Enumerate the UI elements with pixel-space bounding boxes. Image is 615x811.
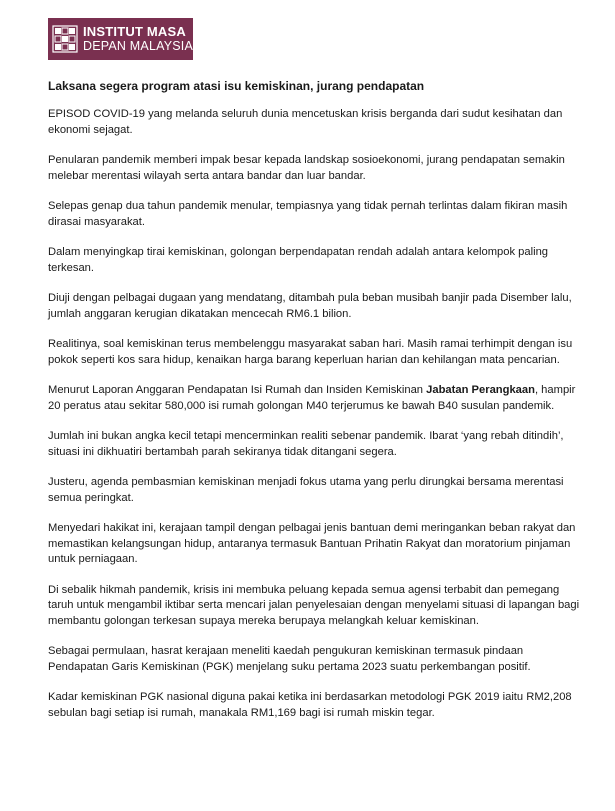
paragraph-1: EPISOD COVID-19 yang melanda seluruh dunia mencetuskan krisis berganda dari sudut kesihatan dan ekonomi sejagat. xyxy=(48,108,563,136)
paragraph-12: Sebagai permulaan, hasrat kerajaan meneliti kaedah pengukuran kemiskinan termasuk pindaan Pendapatan Garis Kemiskinan (PGK) menjelang suku pertama 2023 suatu perkembangan positif. xyxy=(48,645,531,673)
paragraph-11: Di sebalik hikmah pandemik, krisis ini membuka peluang kepada semua agensi terbabit dan pemegang taruh untuk mengambil iktibar serta mencari jalan penyelesaian dengan menyelami situasi di lapangan bagi membantu golongan terkesan supaya mereka berupaya melangkah keluar kemiskinan. xyxy=(48,583,580,627)
paragraph-7-text-a: Menurut Laporan Anggaran Pendapatan Isi Rumah dan Insiden Kemiskinan xyxy=(48,384,427,396)
paragraph-7-text-b: , hampir 20 peratus atau sekitar 580,000 isi rumah golongan M40 terjerumus ke bawah B40 susulan pandemik. xyxy=(48,384,576,412)
institute-logo xyxy=(48,18,193,60)
paragraph-13: Kadar kemiskinan PGK nasional diguna pakai ketika ini berdasarkan metodologi PGK 2019 iaitu RM2,208 sebulan bagi setiap isi rumah, manakala RM1,169 bagi isi rumah miskin tegar. xyxy=(48,691,572,719)
article-body xyxy=(48,107,580,736)
paragraph-6: Realitinya, soal kemiskinan terus membelenggu masyarakat saban hari. Masih ramai terhimpit dengan isu pokok seperti kos sara hidup, kenaikan harga barang keperluan harian dan kehilangan mata pencarian. xyxy=(48,338,573,366)
logo-emblem-icon xyxy=(52,25,78,53)
paragraph-8: Jumlah ini bukan angka kecil tetapi mencerminkan realiti sebenar pandemik. Ibarat ‘yang rebah ditindih’, situasi ini dikhuatiri bertambah parah sekiranya tidak ditangani segera. xyxy=(48,430,564,458)
paragraph-10: Menyedari hakikat ini, kerajaan tampil dengan pelbagai jenis bantuan demi meringankan beban rakyat dan memastikan kelangsungan hidup, antaranya termasuk Bantuan Prihatin Rakyat dan moratorium pinjaman untuk perniagaan. xyxy=(48,522,576,565)
paragraph-9: Justeru, agenda pembasmian kemiskinan menjadi fokus utama yang perlu dirungkai bersama merentasi semua peringkat. xyxy=(48,476,564,504)
paragraph-7 xyxy=(48,383,580,414)
source-jabatan-perangkaan: Jabatan Perangkaan xyxy=(426,384,535,396)
paragraph-3: Selepas genap dua tahun pandemik menular, tempiasnya yang tidak pernah terlintas dalam fikiran masih dirasai masyarakat. xyxy=(48,200,568,228)
paragraph-5: Diuji dengan pelbagai dugaan yang mendatang, ditambah pula beban musibah banjir pada Disember lalu, jumlah anggaran kerugian dikatakan mencecah RM6.1 bilion. xyxy=(48,292,572,320)
logo-wordmark xyxy=(83,25,193,53)
logo-line-2: DEPAN MALAYSIA xyxy=(83,39,194,53)
paragraph-2: Penularan pandemik memberi impak besar kepada landskap sosioekonomi, jurang pendapatan semakin melebar merentasi wilayah serta antara bandar dan luar bandar. xyxy=(48,154,565,182)
paragraph-4: Dalam menyingkap tirai kemiskinan, golongan berpendapatan rendah adalah antara kelompok paling terkesan. xyxy=(48,246,549,274)
logo-line-1: INSTITUT MASA xyxy=(83,24,186,39)
article-title: Laksana segera program atasi isu kemiskinan, jurang pendapatan xyxy=(48,79,425,93)
